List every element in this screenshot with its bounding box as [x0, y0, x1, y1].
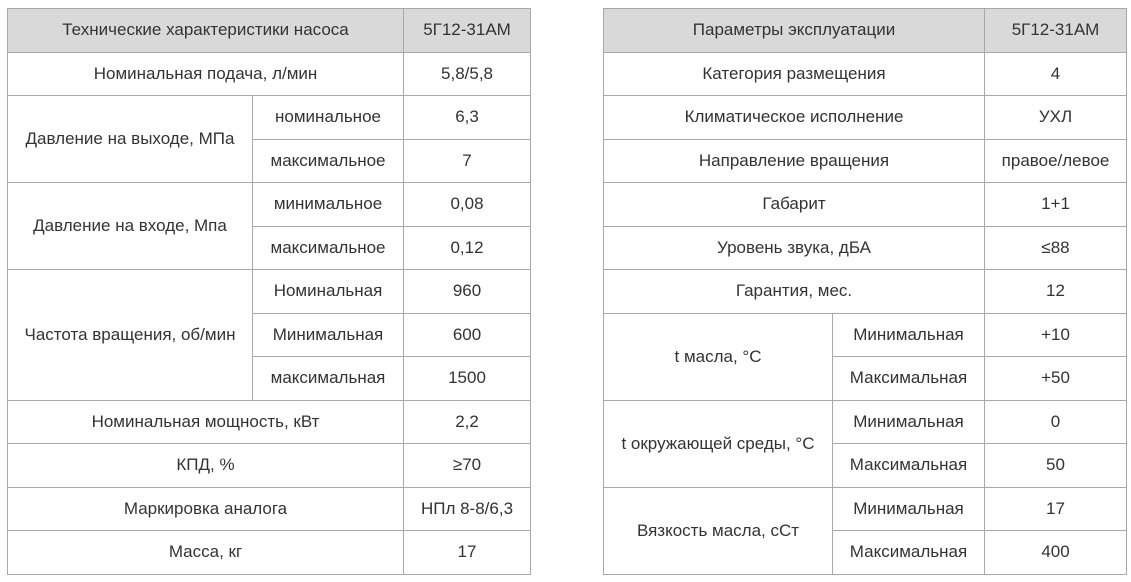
row-sublabel: Минимальная	[833, 313, 985, 357]
row-sublabel: максимальное	[253, 139, 404, 183]
table-header-row	[604, 9, 1127, 53]
row-value: 6,3	[404, 96, 531, 140]
table-row	[8, 270, 531, 314]
row-value: 17	[985, 487, 1127, 531]
row-label: Масса, кг	[8, 531, 404, 575]
row-value: правое/левое	[985, 139, 1127, 183]
row-value: 1500	[404, 357, 531, 401]
row-label: Номинальная подача, л/мин	[8, 52, 404, 96]
row-value: 12	[985, 270, 1127, 314]
row-group-label: Вязкость масла, сСт	[604, 487, 833, 574]
table-row	[604, 313, 1127, 357]
row-group-label: Давление на входе, Мпа	[8, 183, 253, 270]
row-value: УХЛ	[985, 96, 1127, 140]
row-value: 400	[985, 531, 1127, 575]
table-row	[604, 270, 1127, 314]
row-sublabel: Максимальная	[833, 444, 985, 488]
row-sublabel: Номинальная	[253, 270, 404, 314]
row-group-label: t масла, °С	[604, 313, 833, 400]
operation-params-table	[603, 8, 1127, 575]
row-label: Маркировка аналога	[8, 487, 404, 531]
row-sublabel: максимальное	[253, 226, 404, 270]
row-value: 7	[404, 139, 531, 183]
table-row	[8, 96, 531, 140]
row-value: 2,2	[404, 400, 531, 444]
table-row	[8, 400, 531, 444]
header-model: 5Г12-31АМ	[404, 9, 531, 53]
row-label: КПД, %	[8, 444, 404, 488]
row-sublabel: Минимальная	[833, 400, 985, 444]
row-label: Гарантия, мес.	[604, 270, 985, 314]
table-row	[604, 139, 1127, 183]
row-value: 0,08	[404, 183, 531, 227]
header-model: 5Г12-31АМ	[985, 9, 1127, 53]
table-row	[604, 96, 1127, 140]
table-row	[604, 487, 1127, 531]
row-value: 50	[985, 444, 1127, 488]
row-value: 1+1	[985, 183, 1127, 227]
row-value: 4	[985, 52, 1127, 96]
row-sublabel: Максимальная	[833, 531, 985, 575]
row-value: НПл 8-8/6,3	[404, 487, 531, 531]
row-value: 17	[404, 531, 531, 575]
header-param: Параметры эксплуатации	[604, 9, 985, 53]
table-row	[8, 531, 531, 575]
row-value: ≤88	[985, 226, 1127, 270]
table-row	[8, 183, 531, 227]
table-row	[604, 52, 1127, 96]
row-value: +50	[985, 357, 1127, 401]
row-value: 600	[404, 313, 531, 357]
row-label: Габарит	[604, 183, 985, 227]
row-sublabel: Минимальная	[253, 313, 404, 357]
row-value: +10	[985, 313, 1127, 357]
row-group-label: Давление на выходе, МПа	[8, 96, 253, 183]
row-group-label: Частота вращения, об/мин	[8, 270, 253, 401]
table-header-row	[8, 9, 531, 53]
row-group-label: t окружающей среды, °С	[604, 400, 833, 487]
table-row	[604, 183, 1127, 227]
row-sublabel: минимальное	[253, 183, 404, 227]
table-row	[8, 52, 531, 96]
row-sublabel: Максимальная	[833, 357, 985, 401]
pump-specs-table	[7, 8, 531, 575]
table-row	[8, 444, 531, 488]
row-value: 0,12	[404, 226, 531, 270]
row-value: 5,8/5,8	[404, 52, 531, 96]
header-param: Технические характеристики насоса	[8, 9, 404, 53]
row-label: Категория размещения	[604, 52, 985, 96]
row-value: ≥70	[404, 444, 531, 488]
row-value: 0	[985, 400, 1127, 444]
row-sublabel: Минимальная	[833, 487, 985, 531]
table-row	[604, 400, 1127, 444]
row-label: Климатическое исполнение	[604, 96, 985, 140]
row-label: Уровень звука, дБА	[604, 226, 985, 270]
row-sublabel: максимальная	[253, 357, 404, 401]
row-label: Номинальная мощность, кВт	[8, 400, 404, 444]
row-value: 960	[404, 270, 531, 314]
row-sublabel: номинальное	[253, 96, 404, 140]
row-label: Направление вращения	[604, 139, 985, 183]
table-row	[604, 226, 1127, 270]
table-row	[8, 487, 531, 531]
